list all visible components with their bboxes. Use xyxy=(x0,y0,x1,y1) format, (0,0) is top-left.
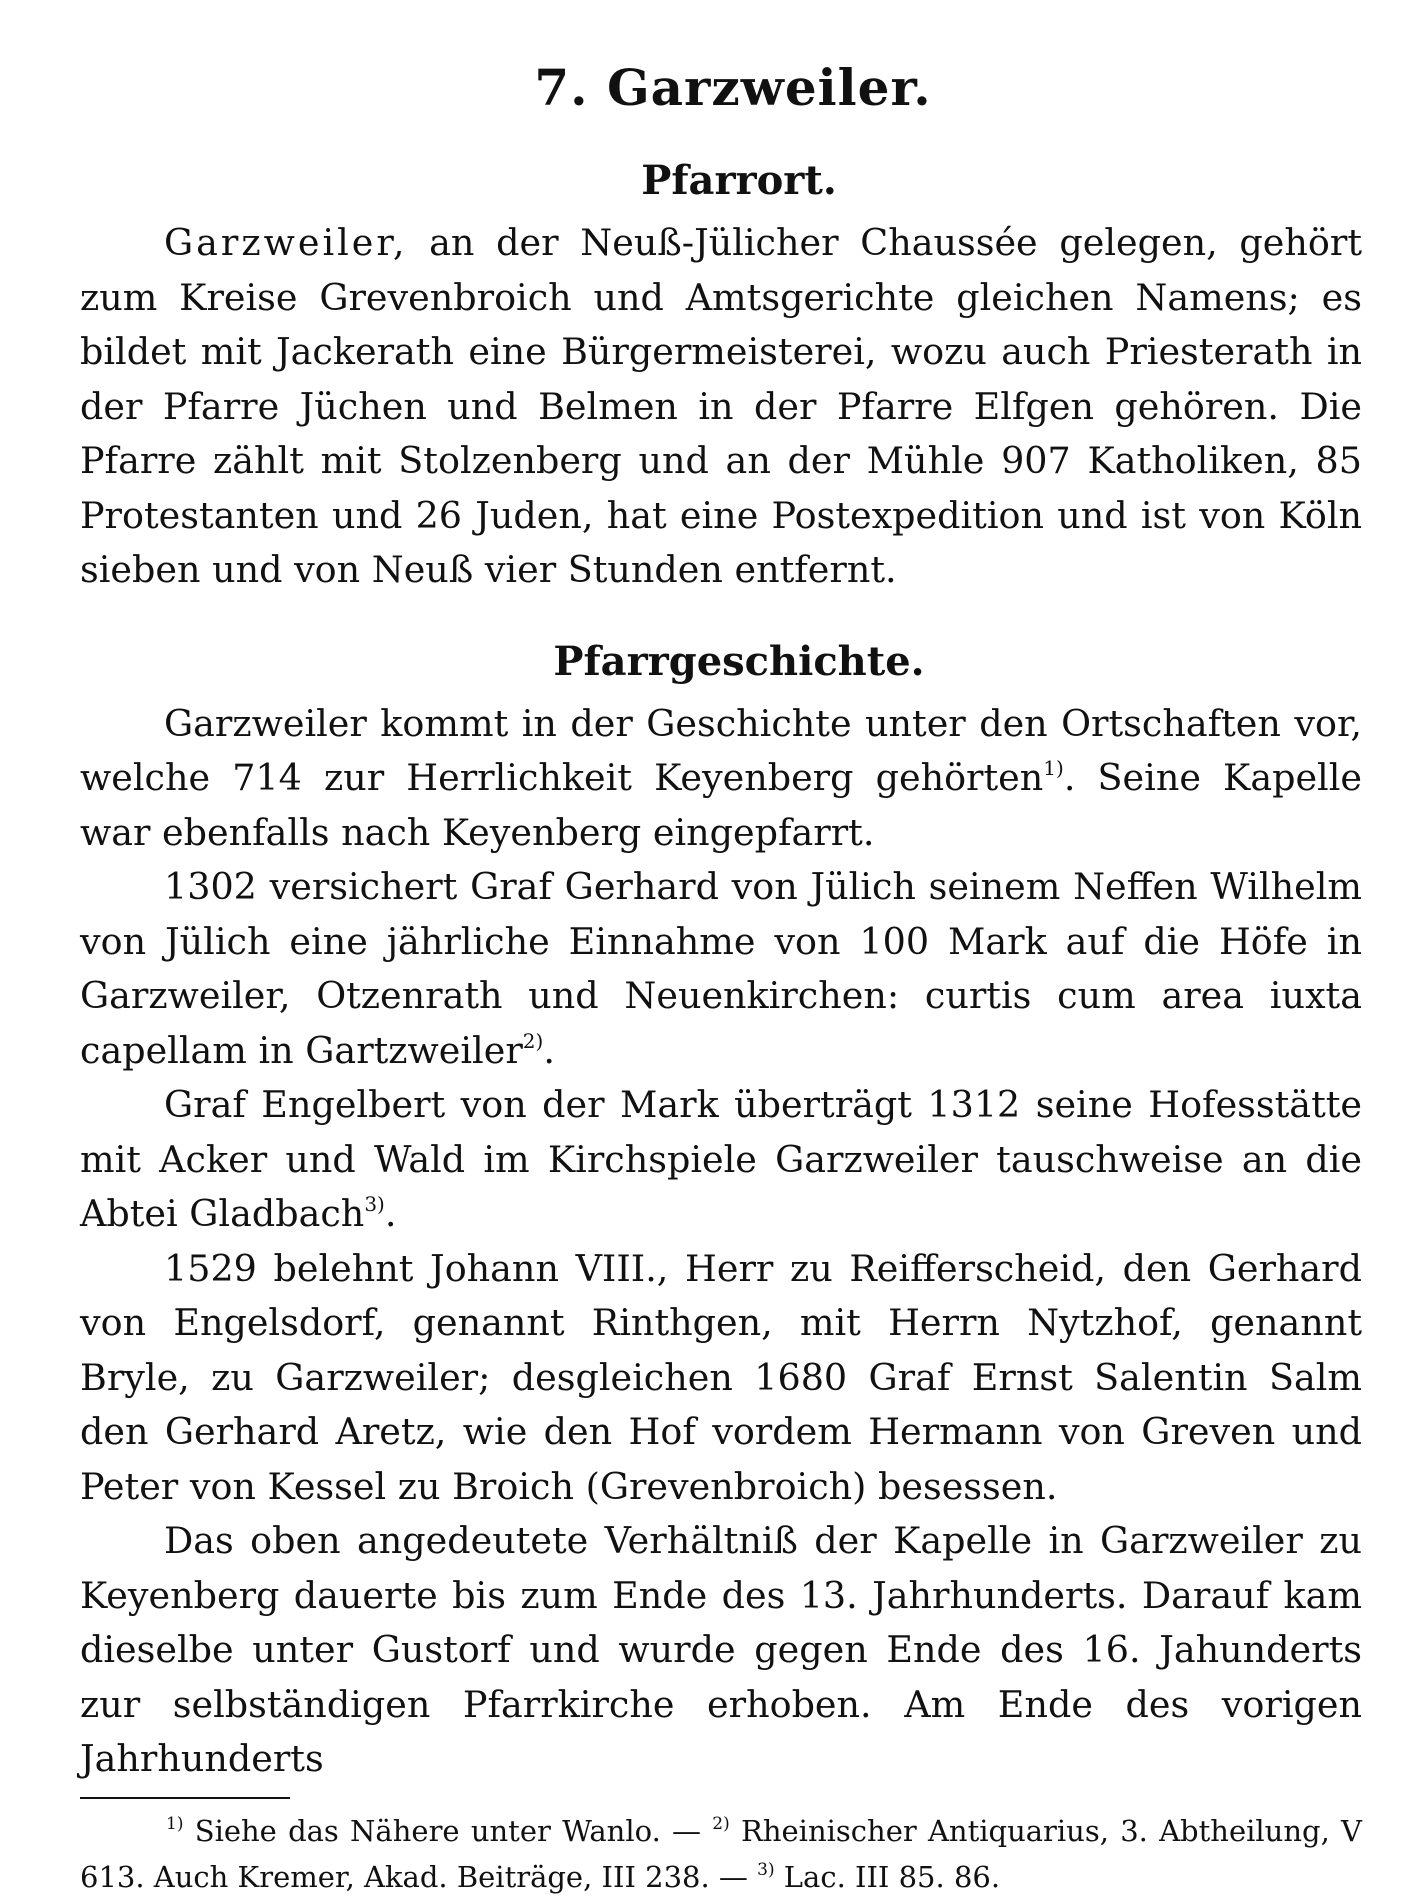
lead-word: Garzweiler, xyxy=(164,221,408,264)
paragraph-history-4 xyxy=(80,1242,1362,1515)
footnote-3: Lac. III 85. 86. xyxy=(774,1860,1001,1894)
paragraph-text: 1302 versichert Graf Gerhard von Jülich seinem Neffen Wilhelm von Jülich eine jährliche Einnahme von 100 Mark auf die Höfe in Garzweiler, Otzenrath und Neuenkirchen: curtis cum area iuxta capellam in Gartzweiler xyxy=(80,865,1362,1072)
paragraph-history-2 xyxy=(80,860,1362,1078)
page-title: 7. Garzweiler. xyxy=(534,58,932,117)
paragraph-pfarrort xyxy=(80,216,1362,598)
footnote-marker-1: 1) xyxy=(166,1814,184,1834)
paragraph-history-5 xyxy=(80,1514,1362,1787)
paragraph-text: . xyxy=(543,1028,555,1072)
paragraph-text: an der Neuß-Jülicher Chaussée gelegen, gehört zum Kreise Grevenbroich und Amtsgerichte gleichen Namens; es bildet mit Jackerath eine Bürgermeisterei, wozu auch Priesterath in der Pfarre Jüchen und Belmen in der Pfarre Elfgen gehören. Die Pfarre zählt mit Stolzenberg und an der Mühle 907 Katholiken, 85 Protestanten und 26 Juden, hat eine Postexpedition und ist von Köln sieben und von Neuß vier Stunden entfernt. xyxy=(80,221,1362,591)
footnote-1: Siehe das Nähere unter Wanlo. — xyxy=(183,1814,713,1848)
footnote-marker-2: 2) xyxy=(712,1814,730,1834)
footnote-divider xyxy=(80,1797,290,1799)
paragraph-history-1 xyxy=(80,697,1362,861)
footnote-ref-3: 3) xyxy=(364,1192,385,1216)
footnote-marker-3: 3) xyxy=(757,1860,775,1880)
paragraph-text: . xyxy=(384,1192,397,1235)
paragraph-history-3 xyxy=(80,1078,1362,1242)
footnote-ref-2: 2) xyxy=(522,1028,544,1053)
paragraph-text: Graf Engelbert von der Mark überträgt 1312 seine Hofesstätte mit Acker und Wald im Kirchspiele Garzweiler tauschweise an die Abtei Gladbach xyxy=(80,1083,1362,1235)
paragraph-text: Garzweiler kommt in der Geschichte unter den Ortschaften vor, welche 714 zur Herrlichkeit Keyenberg gehörten xyxy=(80,701,1362,799)
section-heading-pfarrort: Pfarrort. xyxy=(641,157,837,204)
paragraph-text: . Seine Kapelle war ebenfalls nach Keyenberg eingepfarrt. xyxy=(80,756,1363,854)
paragraph-text: Das oben angedeutete Verhältniß der Kapelle in Garzweiler zu Keyenberg dauerte bis zum Ende des 13. Jahrhunderts. Darauf kam dieselbe unter Gustorf und wurde gegen Ende des 16. Jahunderts zur selbständigen Pfarrkirche erhoben. Am Ende des vorigen Jahrhunderts xyxy=(80,1519,1362,1780)
section-heading-pfarrgeschichte: Pfarrgeschichte. xyxy=(553,637,925,685)
footnote-2: Rheinischer Antiquarius, 3. Abtheilung, V 613. Auch Kremer, Akad. Beiträge, III 238. — xyxy=(80,1814,1362,1894)
footnote-ref-1: 1) xyxy=(1043,756,1064,780)
paragraph-text: 1529 belehnt Johann VIII., Herr zu Reifferscheid, den Gerhard von Engelsdorf, genannt Rinthgen, mit Herrn Nytzhof, genannt Bryle, zu Garzweiler; desgleichen 1680 Graf Ernst Salentin Salm den Gerhard Aretz, wie den Hof vordem Hermann von Greven und Peter von Kessel zu Broich (Grevenbroich) besessen. xyxy=(80,1246,1362,1508)
footnotes xyxy=(80,1808,1362,1900)
footnote-text xyxy=(80,1808,1362,1900)
